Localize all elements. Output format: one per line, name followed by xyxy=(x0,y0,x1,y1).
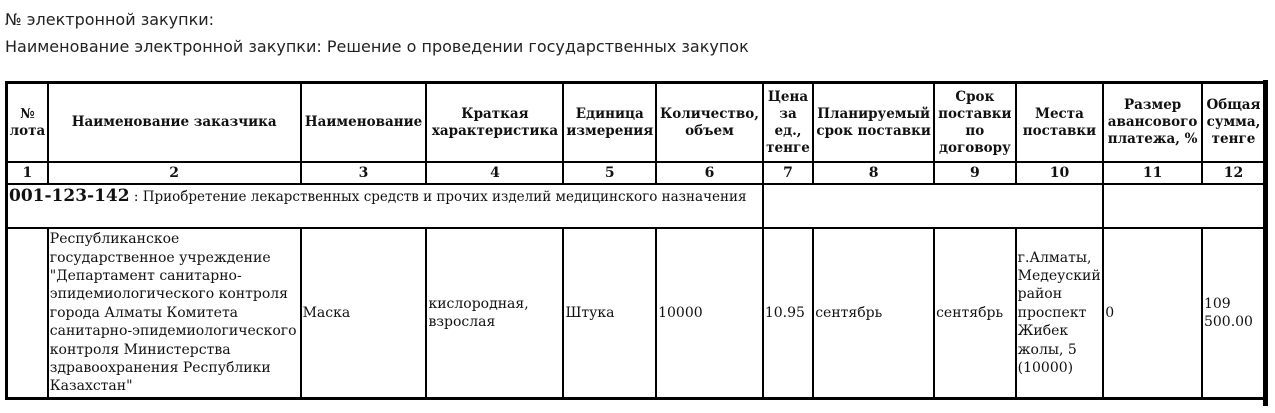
cell-planned-term: сентябрь xyxy=(813,228,934,399)
table-row xyxy=(7,228,1266,399)
lot-empty-cell xyxy=(763,184,1103,228)
column-number: 11 xyxy=(1103,162,1202,184)
cell-quantity: 10000 xyxy=(656,228,763,399)
procurement-number-label: № электронной закупки: xyxy=(5,10,215,29)
lot-empty-cell xyxy=(1103,184,1265,228)
col-header-planned-term: Планируемый срок поставки xyxy=(813,83,934,163)
column-number: 12 xyxy=(1202,162,1266,184)
column-number: 1 xyxy=(7,162,48,184)
lot-description: : Приобретение лекарственных средств и прочих изделий медицинского назначения xyxy=(129,189,747,205)
col-header-characteristic: Краткая характеристика xyxy=(426,83,563,163)
cell-contract-term: сентябрь xyxy=(934,228,1016,399)
col-header-advance: Размер авансового платежа, % xyxy=(1103,83,1202,163)
column-number-row xyxy=(7,162,1266,184)
col-header-contract-term: Срок поставки по договору xyxy=(934,83,1016,163)
cell-customer: Республиканское государственное учреждение "Департамент санитарно-эпидемиологического контроля города Алматы Комитета санитарно-эпидемиологического контроля Министерства здравоохранения Республики Казахстан" xyxy=(48,228,301,399)
column-number: 7 xyxy=(763,162,813,184)
column-number: 3 xyxy=(301,162,427,184)
procurement-table xyxy=(5,81,1267,400)
lot-row xyxy=(7,184,1266,228)
column-number: 10 xyxy=(1016,162,1104,184)
cell-total: 109 500.00 xyxy=(1202,228,1266,399)
col-header-customer: Наименование заказчика xyxy=(48,83,301,163)
header-row xyxy=(7,83,1266,163)
column-number: 5 xyxy=(563,162,656,184)
col-header-delivery-place: Места поставки xyxy=(1016,83,1104,163)
col-header-unit: Единица измерения xyxy=(563,83,656,163)
cell-lot-no xyxy=(7,228,48,399)
column-number: 8 xyxy=(813,162,934,184)
procurement-name-line: Наименование электронной закупки: Решение о проведении государственных закупок xyxy=(5,37,749,56)
col-header-total: Общая сумма, тенге xyxy=(1202,83,1266,163)
cell-price: 10.95 xyxy=(763,228,813,399)
column-number: 9 xyxy=(934,162,1016,184)
col-header-quantity: Количество, объем xyxy=(656,83,763,163)
page-right-border xyxy=(1263,80,1268,406)
column-number: 6 xyxy=(656,162,763,184)
col-header-name: Наименование xyxy=(301,83,427,163)
cell-delivery-place: г.Алматы, Медеуский район проспект Жибек жолы, 5 (10000) xyxy=(1016,228,1104,399)
cell-unit: Штука xyxy=(563,228,656,399)
column-number: 2 xyxy=(48,162,301,184)
cell-advance: 0 xyxy=(1103,228,1202,399)
column-number: 4 xyxy=(426,162,563,184)
cell-name: Маска xyxy=(301,228,427,399)
cell-characteristic: кислородная, взрослая xyxy=(426,228,563,399)
col-header-price: Цена за ед., тенге xyxy=(763,83,813,163)
col-header-lot-no: № лота xyxy=(7,83,48,163)
lot-code: 001-123-142 xyxy=(9,186,130,206)
lot-cell xyxy=(7,184,763,228)
